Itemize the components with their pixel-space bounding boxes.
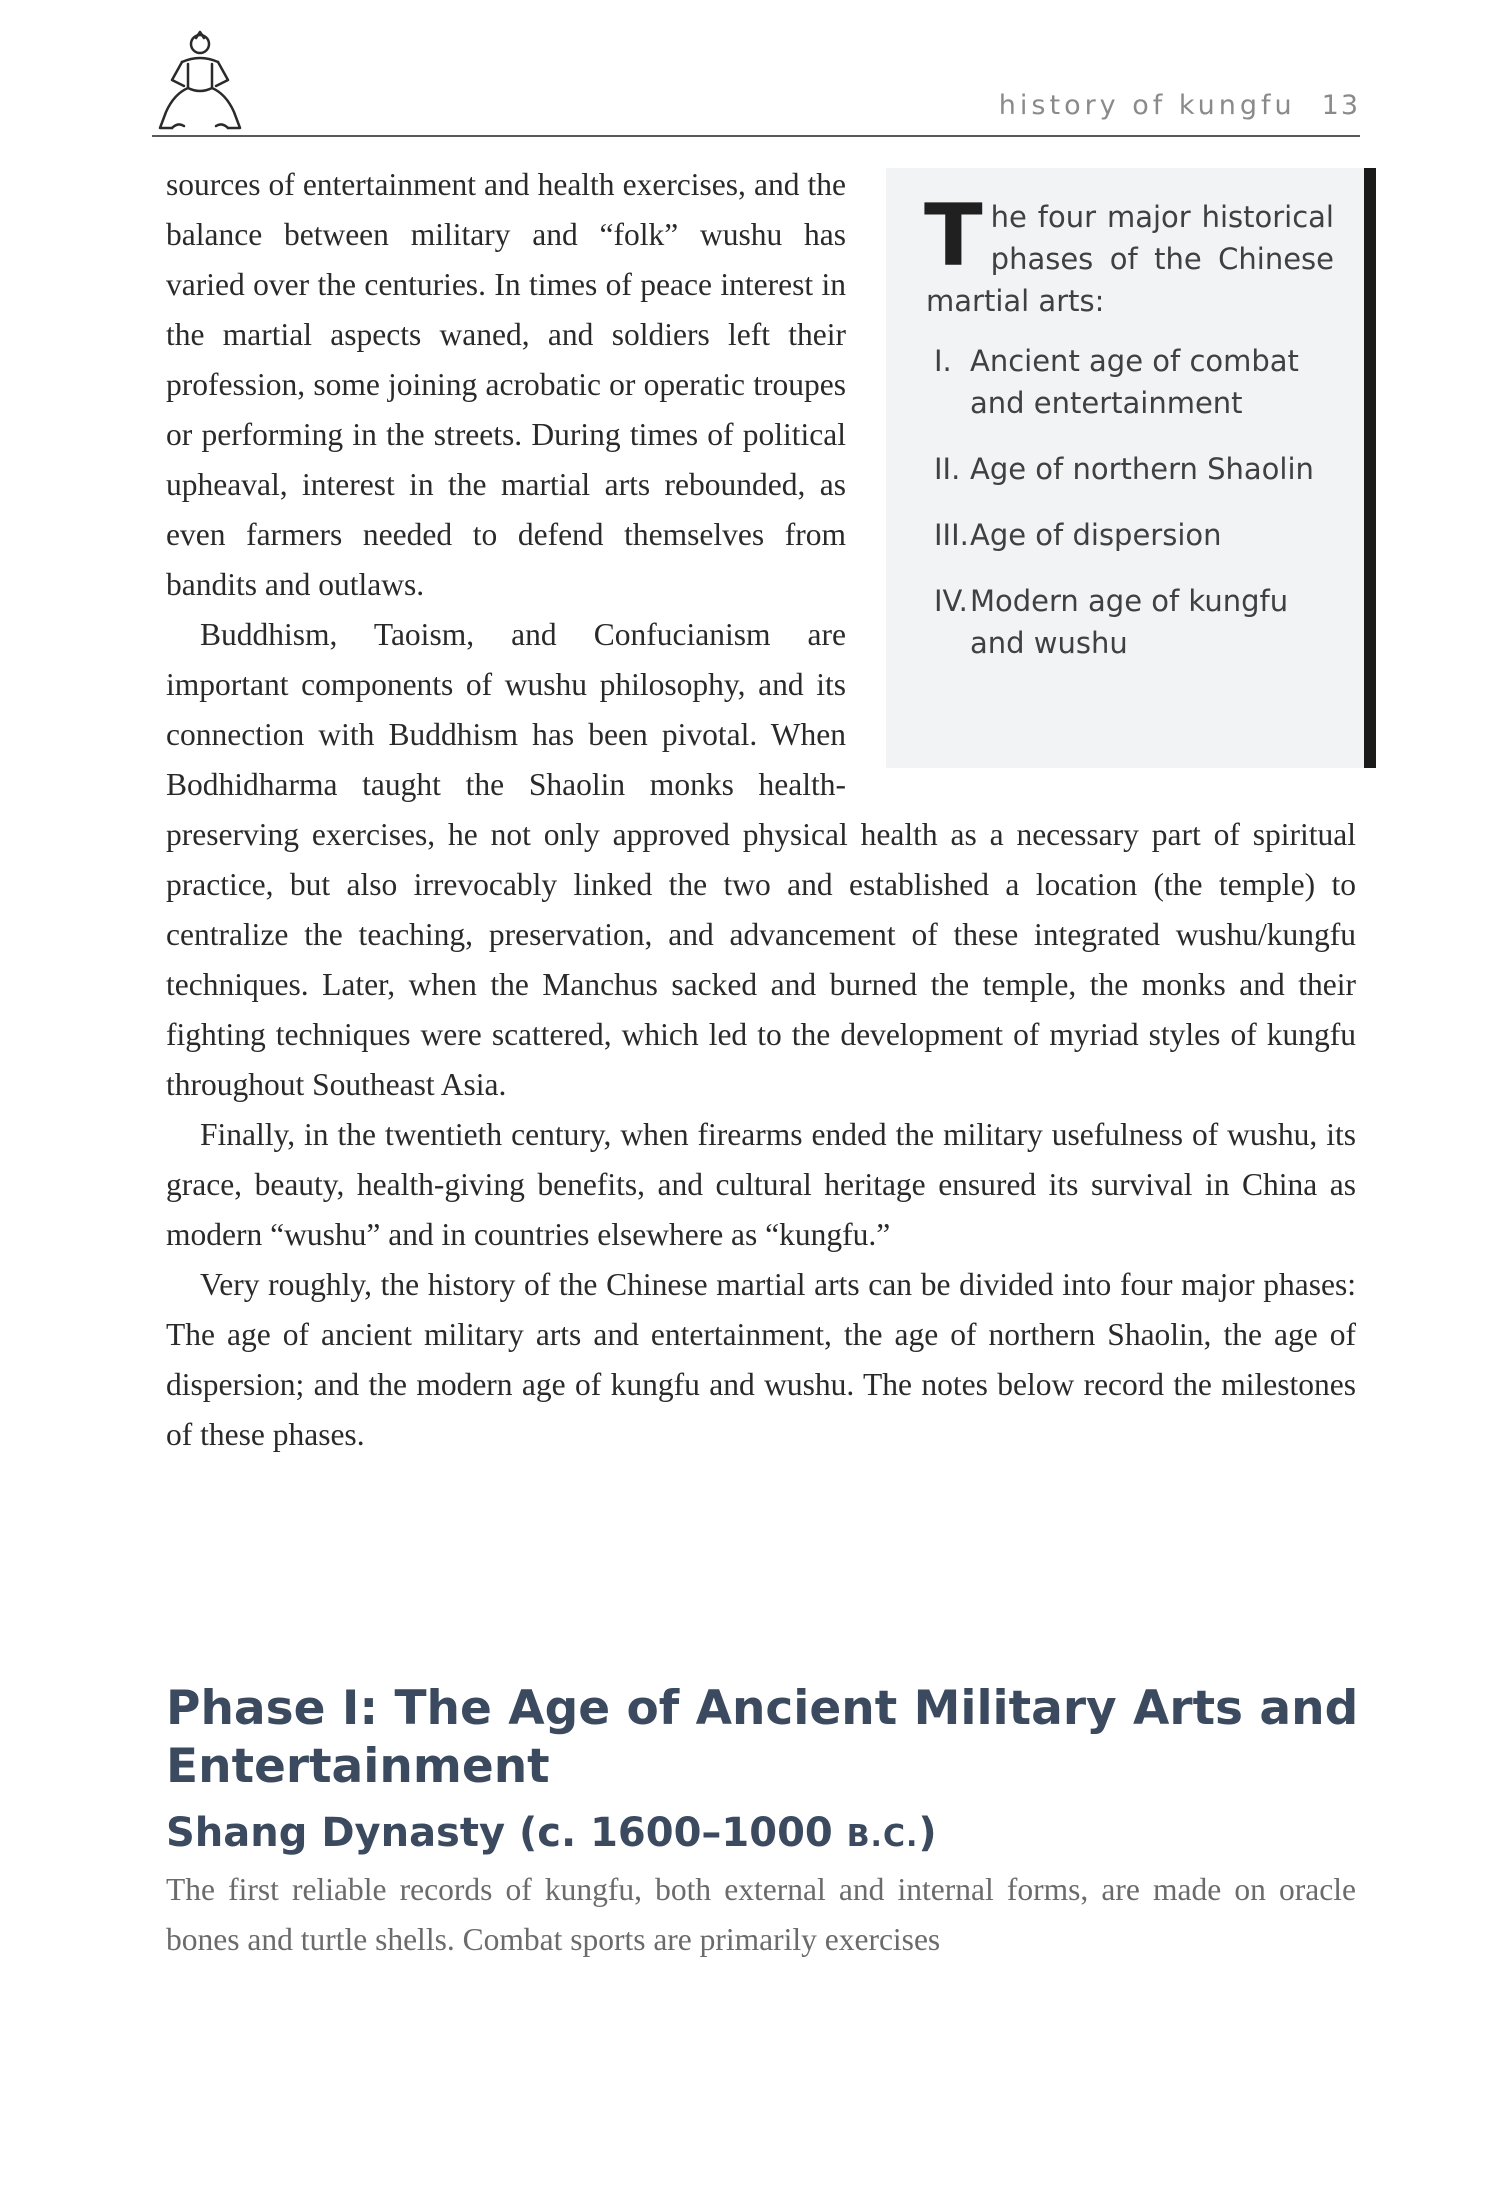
phase-number: I. — [934, 344, 952, 378]
paragraph-2: Buddhism, Taoism, and Confucianism are important components of wushu philosophy, and its connection with Buddhism has been pivotal. When Bodhidharma taught the Shaolin monks health-preserving exercises, he not only approved physical health as a necessary part of spiritual practice, but also irrevocably linked the two and established a location (the temple) to centralize the teaching, preservation, and advancement of these integrated wushu/kungfu techniques. Later, when the Manchus sacked and burned the temple, the monks and their fighting techniques were scattered, which led to the development of myriad styles of kungfu throughout Southeast Asia. — [166, 617, 1356, 1102]
section-heading: Phase I: The Age of Ancient Military Arts and Entertainment — [166, 1681, 1359, 1794]
section-text: The first reliable records of kungfu, both external and internal forms, are made on oracle bones and turtle shells. Combat sports are primarily exercises — [166, 1872, 1356, 1957]
phases-list — [926, 340, 1334, 664]
subheading-era: B.C. — [846, 1819, 919, 1854]
header-rule — [152, 135, 1360, 137]
phases-sidebar — [886, 168, 1376, 768]
section-subheading — [166, 1810, 937, 1856]
phase-text: Age of dispersion — [970, 518, 1222, 552]
phase-item — [926, 514, 1334, 556]
running-title: history of kungfu — [998, 90, 1296, 121]
phase-text: Ancient age of combat and entertainment — [970, 344, 1299, 420]
phase-number: IV. — [934, 584, 968, 618]
paragraph-3: Finally, in the twentieth century, when firearms ended the military usefulness of wushu, its grace, beauty, health-giving benefits, and cultural heritage ensured its survival in China as modern “wushu” and in countries elsewhere as “kungfu.” — [166, 1117, 1356, 1252]
running-header — [999, 90, 1360, 121]
paragraph-1: sources of entertainment and health exercises, and the balance between military and “folk” wushu has varied over the centuries. In times of peace interest in the martial aspects waned, and soldiers left their profession, some joining acrobatic or operatic troupes or performing in the streets. During times of political upheaval, interest in the martial arts rebounded, as even farmers needed to defend themselves from bandits and outlaws. — [166, 167, 846, 602]
phase-item — [926, 580, 1334, 664]
phase-number: II. — [934, 452, 961, 486]
phase-item — [926, 448, 1334, 490]
phase-text: Modern age of kungfu and wushu — [970, 584, 1289, 660]
sidebar-intro-text: he four major historical phases of the Chinese martial arts: — [926, 200, 1334, 318]
sidebar-dropcap: T — [924, 186, 983, 286]
kungfu-stance-figure-icon — [152, 28, 248, 138]
subheading-main: Shang Dynasty (c. 1600–1000 — [166, 1810, 847, 1856]
sidebar-intro — [924, 186, 1334, 322]
page-number: 13 — [1321, 90, 1360, 121]
body-text — [166, 160, 1356, 1460]
subheading-close: ) — [918, 1810, 937, 1856]
phase-item — [926, 340, 1334, 424]
paragraph-4: Very roughly, the history of the Chinese martial arts can be divided into four major phases: The age of ancient military arts and entertainment, the age of northern Shaolin, the age of dispersion; and the modern age of kungfu and wushu. The notes below record the milestones of these phases. — [166, 1267, 1356, 1452]
phase-text: Age of northern Shaolin — [970, 452, 1314, 486]
phase-number: III. — [934, 518, 969, 552]
